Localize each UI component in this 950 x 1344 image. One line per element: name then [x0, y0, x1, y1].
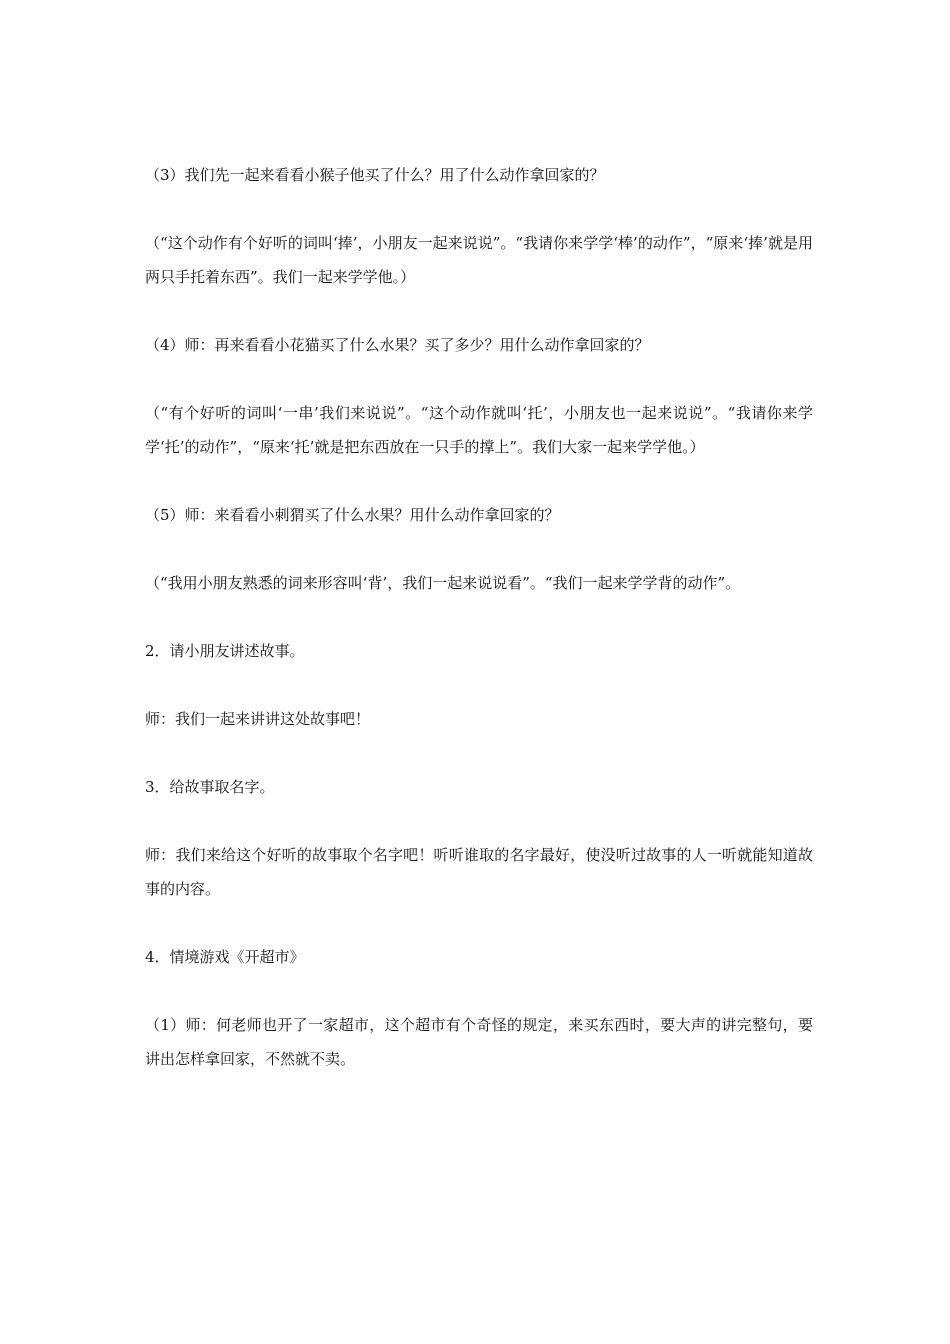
paragraph-peng-action: （“这个动作有个好听的词叫‘捧’，小朋友一起来说说”。“我请你来学学‘棒’的动作”，“原来‘捧’就是用两只手托着东西”。我们一起来学学他。） [145, 234, 813, 286]
document-body [145, 158, 813, 1110]
section-heading-retell-story: 2．请小朋友讲述故事。 [145, 642, 305, 660]
paragraph-tuo-action: （“有个好听的词叫‘一串’我们来说说”。“这个动作就叫‘托’，小朋友也一起来说说”。“我请你来学学‘托’的动作”，“原来‘托’就是把东西放在一只手的撑上”。我们大家一起来学学他。） [145, 404, 813, 456]
paragraph-supermarket-rules: （1）师：何老师也开了一家超市，这个超市有个奇怪的规定，来买东西时，要大声的讲完整句，要讲出怎样拿回家，不然就不卖。 [145, 1016, 813, 1068]
paragraph-retell-prompt: 师：我们一起来讲讲这处故事吧！ [145, 710, 371, 728]
paragraph-cat-question: （4）师：再来看看小花猫买了什么水果？买了多少？用什么动作拿回家的？ [145, 336, 650, 354]
paragraph-name-story-prompt: 师：我们来给这个好听的故事取个名字吧！听听谁取的名字最好，使没听过故事的人一听就能知道故事的内容。 [145, 846, 813, 898]
section-heading-supermarket-game: 4．情境游戏《开超市》 [145, 948, 305, 966]
paragraph-hedgehog-question: （5）师：来看看小刺猬买了什么水果？用什么动作拿回家的？ [145, 506, 560, 524]
paragraph-monkey-question: （3）我们先一起来看看小猴子他买了什么？用了什么动作拿回家的？ [145, 166, 605, 184]
section-heading-name-story: 3．给故事取名字。 [145, 778, 275, 796]
paragraph-bei-action: （“我用小朋友熟悉的词来形容叫‘背’，我们一起来说说看”。“我们一起来学学背的动作”。 [145, 574, 741, 592]
